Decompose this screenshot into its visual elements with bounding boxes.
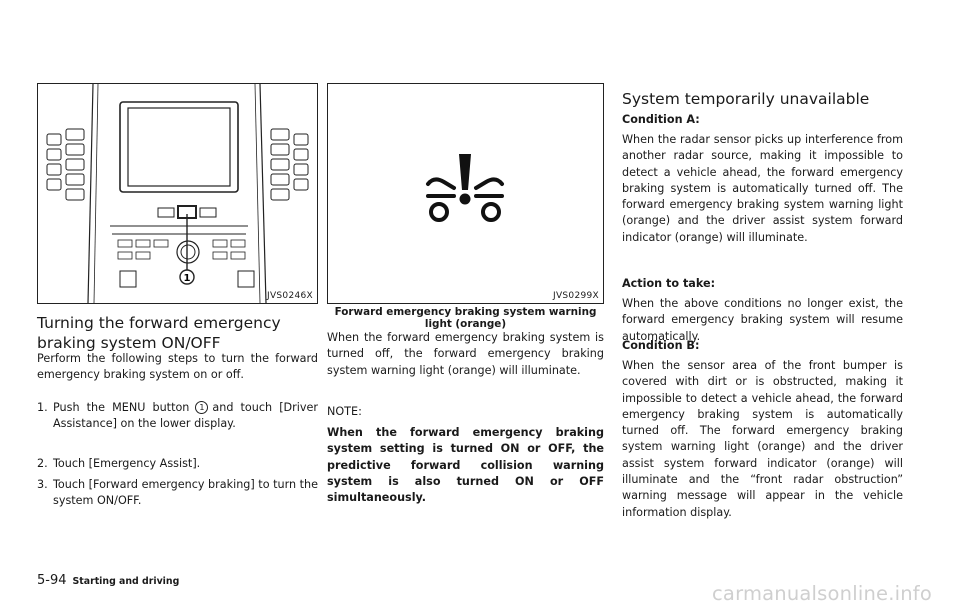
- callout-marker-icon: 1: [195, 401, 208, 414]
- page-number: 5-94: [37, 573, 67, 588]
- step-text: Touch [Forward emergency braking] to turn the system ON/OFF.: [53, 478, 318, 508]
- step-number: 2.: [37, 457, 48, 470]
- step-text: Touch [Emergency Assist].: [53, 457, 201, 470]
- note-label: NOTE:: [327, 405, 362, 418]
- step-text-post: and touch [Driver Assistance] on the lower display.: [53, 401, 318, 431]
- warning-light-icon: [328, 84, 603, 303]
- page-footer: [37, 569, 179, 588]
- section-heading: System temporarily unavailable: [622, 90, 870, 108]
- step-number: 1.: [37, 401, 48, 414]
- figure-caption: Forward emergency braking system warning light (orange): [334, 306, 597, 330]
- step-text-pre: Push the MENU button: [53, 401, 190, 414]
- section-heading: Turning the forward emergency braking system ON/OFF: [37, 314, 281, 352]
- warning-light-figure: [327, 83, 604, 304]
- step-1: [37, 400, 318, 433]
- center-console-illustration: [38, 84, 317, 303]
- figure-id: JVS0246X: [267, 291, 313, 301]
- section-title: Starting and driving: [72, 576, 180, 587]
- intro-paragraph: Perform the following steps to turn the forward emergency braking system on or off.: [37, 352, 318, 382]
- condition-a-text: When the radar sensor picks up interference from another radar source, making it impossible to detect a vehicle ahead, the forward emergency braking system is automatically turned off. The forward emergency braking system warning light (orange) and the driver assist system forward indicator (orange) will illuminate.: [622, 133, 903, 244]
- body-paragraph: When the forward emergency braking system is turned off, the forward emergency braking system warning light (orange) will illuminate.: [327, 331, 604, 377]
- step-2: [37, 456, 318, 472]
- dashboard-figure: [37, 83, 318, 304]
- watermark: carmanualsonline.info: [712, 582, 932, 605]
- step-number: 3.: [37, 478, 48, 491]
- figure-callout: 1: [183, 273, 191, 284]
- action-label: Action to take:: [622, 277, 716, 290]
- note-text: When the forward emergency braking system setting is turned ON or OFF, the predictive forward collision warning system is also turned ON or OFF simultaneously.: [327, 426, 604, 505]
- condition-b-text: When the sensor area of the front bumper is covered with dirt or is obstructed, making it impossible to detect a vehicle ahead, the forward emergency braking system is automatically turned off. The forward emergency braking system warning light (orange) and the driver assist system forward indicator (orange) will illuminate and the “front radar obstruction” warning message will appear in the vehicle information display.: [622, 359, 903, 519]
- action-text: When the above conditions no longer exist, the forward emergency braking system will resume automatically.: [622, 297, 903, 343]
- condition-b-label: Condition B:: [622, 339, 700, 352]
- condition-a-label: Condition A:: [622, 113, 700, 126]
- step-3: [37, 477, 318, 510]
- figure-id: JVS0299X: [553, 291, 599, 301]
- step-text: [53, 400, 318, 433]
